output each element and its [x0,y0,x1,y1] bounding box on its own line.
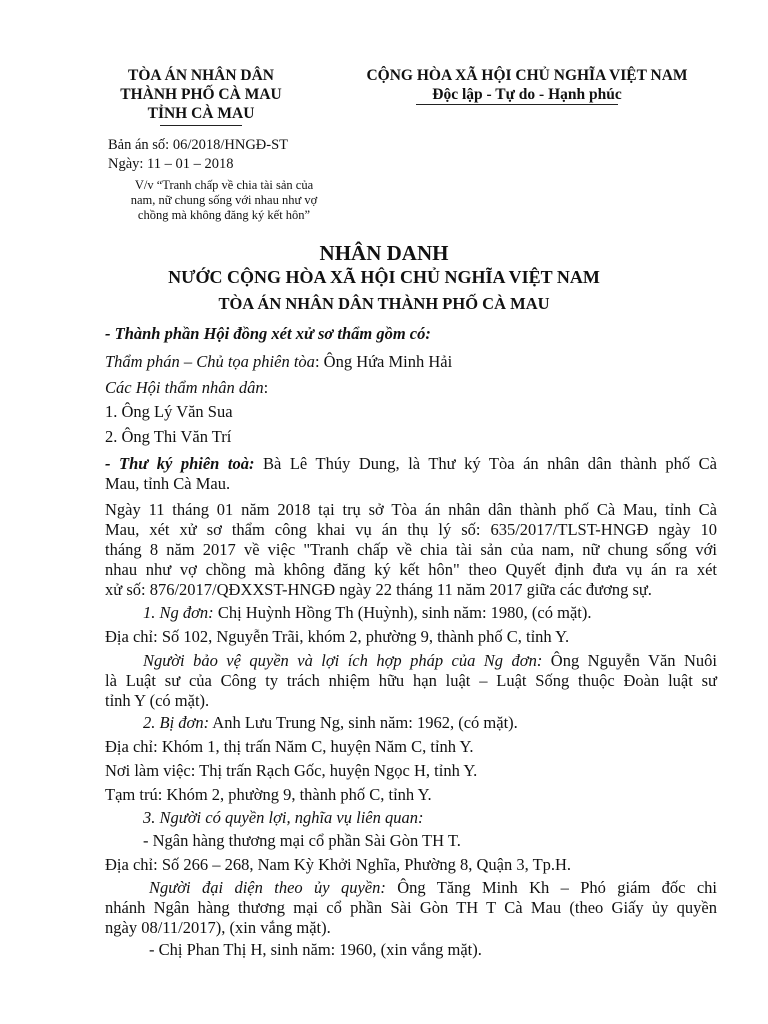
hearing-paragraph [105,500,717,600]
judge-line [105,352,452,372]
defendant-label: 2. Bị đơn: [143,713,210,732]
nation-line-1: CỘNG HÒA XÃ HỘI CHỦ NGHĨA VIỆT NAM [366,67,688,84]
protector-line-1 [105,651,717,671]
title-court: TÒA ÁN NHÂN DÂN THÀNH PHỐ CÀ MAU [218,294,550,313]
judge-label: Thẩm phán – Chủ tọa phiên tòa [105,352,315,371]
related-bank-address: Địa chỉ: Số 266 – 268, Nam Kỳ Khởi Nghĩa, Phường 8, Quận 3, Tp.H. [105,855,572,874]
related-label: 3. Người có quyền lợi, nghĩa vụ liên quan: [143,808,424,827]
plaintiff-address: Địa chỉ: Số 102, Nguyễn Trãi, khóm 2, phường 9, thành phố C, tỉnh Y. [105,627,570,646]
title-nation: NƯỚC CỘNG HÒA XÃ HỘI CHỦ NGHĨA VIỆT NAM [168,267,600,287]
court-line-3: TỈNH CÀ MAU [147,105,255,122]
representative-line-2: nhánh Ngân hàng thương mại cổ phần Sài Gòn TH T Cà Mau (theo Giấy ủy quyền [105,898,717,917]
clerk-label: - Thư ký phiên toà: [105,454,255,473]
court-line-2: THÀNH PHỐ CÀ MAU [120,86,282,103]
nation-motto: Độc lập - Tự do - Hạnh phúc [432,86,622,103]
hearing-line-1: Ngày 11 tháng 01 năm 2018 tại trụ sở Tòa án nhân dân thành phố Cà Mau, tỉnh Cà [105,500,717,519]
protector-line-2: là Luật sư của Công ty trách nhiệm hữu hạn luật – Luật Sống thuộc Đoàn luật sư [105,671,717,690]
assessors-line [105,378,268,398]
court-line-1: TÒA ÁN NHÂN DÂN [128,67,274,84]
hearing-line-2: Mau, xét xử sơ thẩm công khai vụ án thụ lý số: 635/2017/TLST-HNGĐ ngày 10 [105,520,717,539]
plaintiff-label: 1. Ng đơn: [143,603,214,622]
assessors-colon: : [263,378,269,397]
defendant-text: Anh Lưu Trung Ng, sinh năm: 1962, (có mặt). [209,713,518,732]
representative-label: Người đại diện theo ủy quyền: [149,878,386,897]
court-underline [160,125,242,126]
panel-heading: - Thành phần Hội đồng xét xử sơ thẩm gồm có: [105,324,431,343]
judge-name: : Ông Hứa Minh Hải [314,352,453,371]
representative-paragraph [105,878,717,938]
protector-label: Người bảo vệ quyền và lợi ích hợp pháp của Ng đơn: [143,651,543,670]
case-number: Bản án số: 06/2018/HNGĐ-ST [108,137,289,153]
related-person-2: - Chị Phan Thị H, sinh năm: 1960, (xin vắng mặt). [149,940,482,959]
assessor-2: 2. Ông Thi Văn Trí [105,427,232,446]
case-date: Ngày: 11 – 01 – 2018 [108,156,234,172]
representative-line-3: ngày 08/11/2017), (xin vắng mặt). [105,918,331,937]
assessors-label: Các Hội thẩm nhân dân [105,378,264,397]
case-subject-line-1: V/v “Tranh chấp về chia tài sản của [134,178,314,192]
assessor-1: 1. Ông Lý Văn Sua [105,402,233,421]
title-nhan-danh: NHÂN DANH [319,241,449,265]
hearing-line-3: tháng 8 năm 2017 về việc "Tranh chấp về chia tài sản của nam, nữ chung sống với [105,540,717,559]
protector-text-1: Ông Nguyễn Văn Nuôi [542,651,717,670]
nation-header [340,66,714,104]
protector-paragraph [105,651,717,711]
plaintiff-text: Chị Huỳnh Hồng Th (Huỳnh), sinh năm: 1980, (có mặt). [213,603,592,622]
defendant-line [143,713,518,733]
hearing-line-4: nhau như vợ chồng mà không đăng ký kết hôn" theo Quyết định đưa vụ án ra xét [105,560,717,579]
defendant-temp-address: Tạm trú: Khóm 2, phường 9, thành phố C, tỉnh Y. [105,785,432,804]
representative-line-1 [105,878,717,898]
defendant-workplace: Nơi làm việc: Thị trấn Rạch Gốc, huyện Ngọc H, tỉnh Y. [105,761,478,780]
clerk-paragraph [105,454,717,494]
protector-line-3: tỉnh Y (có mặt). [105,691,210,710]
defendant-address: Địa chỉ: Khóm 1, thị trấn Năm C, huyện Năm C, tỉnh Y. [105,737,474,756]
plaintiff-line [143,603,591,623]
clerk-text-1: Bà Lê Thúy Dung, là Thư ký Tòa án nhân dân thành phố Cà [254,454,717,473]
clerk-line-2: Mau, tỉnh Cà Mau. [105,474,231,493]
case-subject-line-2: nam, nữ chung sống với nhau như vợ [130,193,318,207]
case-subject [104,178,344,223]
motto-underline [416,104,618,105]
case-subject-line-3: chồng mà không đăng ký kết hôn” [137,208,311,222]
related-bank: - Ngân hàng thương mại cổ phần Sài Gòn TH T. [143,831,461,850]
clerk-line-1 [105,454,717,474]
court-header [96,66,306,123]
hearing-line-5: xử số: 876/2017/QĐXXST-HNGĐ ngày 22 tháng 11 năm 2017 giữa các đương sự. [105,580,652,599]
representative-text-1: Ông Tăng Minh Kh – Phó giám đốc chi [385,878,718,897]
